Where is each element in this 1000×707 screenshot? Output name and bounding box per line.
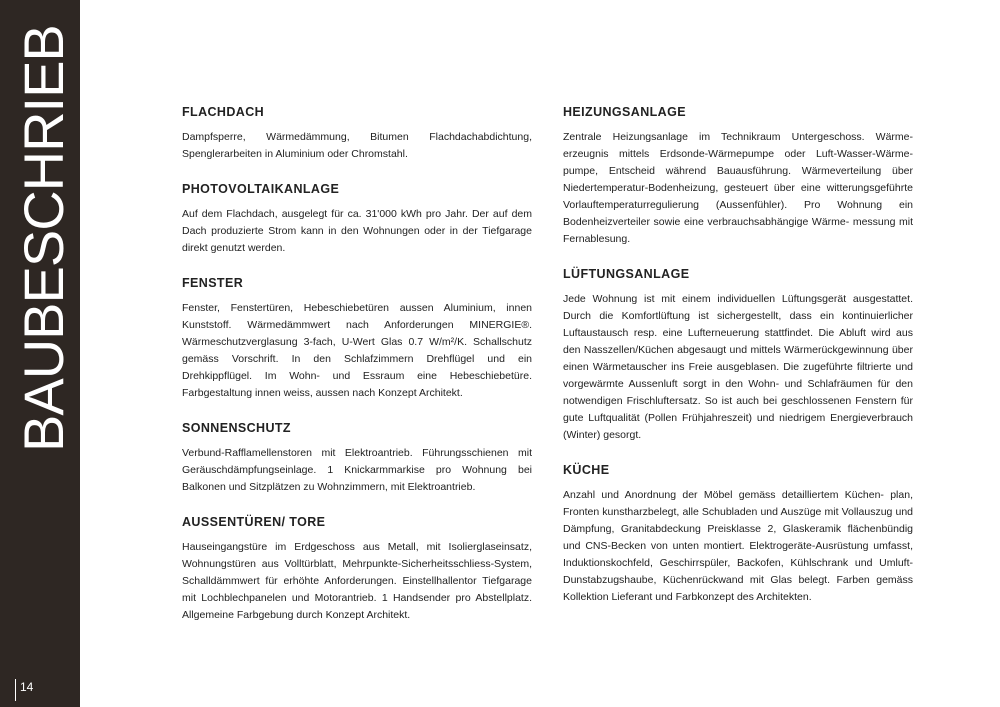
- section-heizungsanlage: [563, 104, 913, 248]
- section-text: Fenster, Fenstertüren, Hebeschiebetüren aussen Aluminium, innen Kunststoff. Wärmedämmwert nach Anforderungen MINERGIE®. Wärmeschutzverglasung 3-fach, U-Wert Glas 0.7 W/m²/K. Schallschutz gemäss Vorschrift. In den Schlafzimmern Drehflügel und ein Drehkippflügel. Im Wohn- und Essraum eine Hebeschiebetüre. Farbgestaltung innen weiss, aussen nach Konzept Architekt.: [182, 302, 532, 399]
- left-column: [182, 104, 532, 642]
- section-text: Dampfsperre, Wärmedämmung, Bitumen Flachdachabdichtung, Spenglerarbeiten in Aluminium oder Chromstahl.: [182, 131, 532, 160]
- section-flachdach: [182, 104, 532, 163]
- section-aussentueren-tore: [182, 514, 532, 624]
- sidebar: [0, 0, 80, 707]
- section-heading: HEIZUNGSANLAGE: [563, 105, 686, 119]
- page-number: 14: [20, 680, 34, 694]
- section-heading: AUSSENTÜREN/ TORE: [182, 515, 326, 529]
- section-text: Verbund-Rafflamellenstoren mit Elektroantrieb. Führungsschienen mit Geräuschdämpfungseinlage. 1 Knickarmmarkise pro Wohnung bei Balkonen und Sitzplätzen zu Wohnzimmern, mit Elektroantrieb.: [182, 447, 532, 493]
- right-column: [563, 104, 913, 624]
- section-heading: FENSTER: [182, 276, 244, 290]
- section-title: BAUBESCHRIEB: [12, 25, 75, 452]
- section-text: Jede Wohnung ist mit einem individuellen Lüftungsgerät ausgestattet. Durch die Komfortlüftung ist sichergestellt, dass ein kontinuierlicher Luftaustausch resp. eine Lufterneuerung stattfindet. Die Abluft wird aus den Nasszellen/Küchen abgesaugt und mittels Wärmerückgewinnung über einen Wärmetauscher ins Freie ausgeblasen. Die zugeführte filtrierte und vorgewärmte Aussenluft sorgt in den Wohn- und Schlafräumen für den notwendigen Frischluftersatz. So ist auch bei geschlossenen Fenstern für gute Luftqualität (Pollen Frühjahreszeit) und niedrigem Energieverbrauch (Winter) gesorgt.: [563, 293, 913, 441]
- section-heading: FLACHDACH: [182, 105, 265, 119]
- section-heading: SONNENSCHUTZ: [182, 421, 291, 435]
- section-text: Auf dem Flachdach, ausgelegt für ca. 31'000 kWh pro Jahr. Der auf dem Dach produzierte Strom kann in den Wohnungen oder in der Tiefgarage direkt genutzt werden.: [182, 208, 532, 254]
- section-fenster: [182, 275, 532, 402]
- page-number-rule: [15, 679, 16, 701]
- section-heading: PHOTOVOLTAIKANLAGE: [182, 182, 340, 196]
- section-text: Zentrale Heizungsanlage im Technikraum Untergeschoss. Wärmeerzeugnis mittels Erdsonde-Wärmepumpe oder Luft-Wasser-Wärmepumpe, Entscheid während Bauausführung. Wärmeverteilung über Niedertemperatur-Bodenheizung, gesteuert über eine witterungsgeführte Vorlauftemperaturregulierung (Aussenfühler). Pro Wohnung ein Bodenheizverteiler sowie eine verbrauchsabhängige Wärme- messung mit Fernablesung.: [563, 131, 913, 245]
- section-heading: KÜCHE: [563, 463, 610, 477]
- section-kueche: [563, 462, 913, 606]
- section-photovoltaikanlage: [182, 181, 532, 257]
- section-text: Hauseingangstüre im Erdgeschoss aus Metall, mit Isolierglaseinsatz, Wohnungstüren aus Volltürblatt, Mehrpunkte-Sicherheitsschliess-System, Schalldämmwert für erhöhte Anforderungen. Einstellhallentor Tiefgarage mit Lochblechpanelen und Motorantrieb. 1 Handsender pro Abstellplatz. Allgemeine Farbgebung durch Konzept Architekt.: [182, 541, 532, 621]
- section-heading: LÜFTUNGSANLAGE: [563, 267, 690, 281]
- section-text: Anzahl und Anordnung der Möbel gemäss detailliertem Küchen- plan, Fronten kunstharzbelegt, alle Schubladen und Auszüge mit Vollauszug und Dämpfung, Granitabdeckung Preisklasse 2, Glaskeramik flächenbündig und CNS-Becken von unten montiert. Elektrogeräte-Ausrüstung umfasst, Induktionskochfeld, Geschirrspüler, Backofen, Kühlschrank und Umluft-Dunstabzugshaube, Küchenrückwand mit Glas belegt. Farben gemäss Kollektion Lieferant und Farbkonzept des Architekten.: [563, 489, 913, 603]
- section-lueftungsanlage: [563, 266, 913, 444]
- section-sonnenschutz: [182, 420, 532, 496]
